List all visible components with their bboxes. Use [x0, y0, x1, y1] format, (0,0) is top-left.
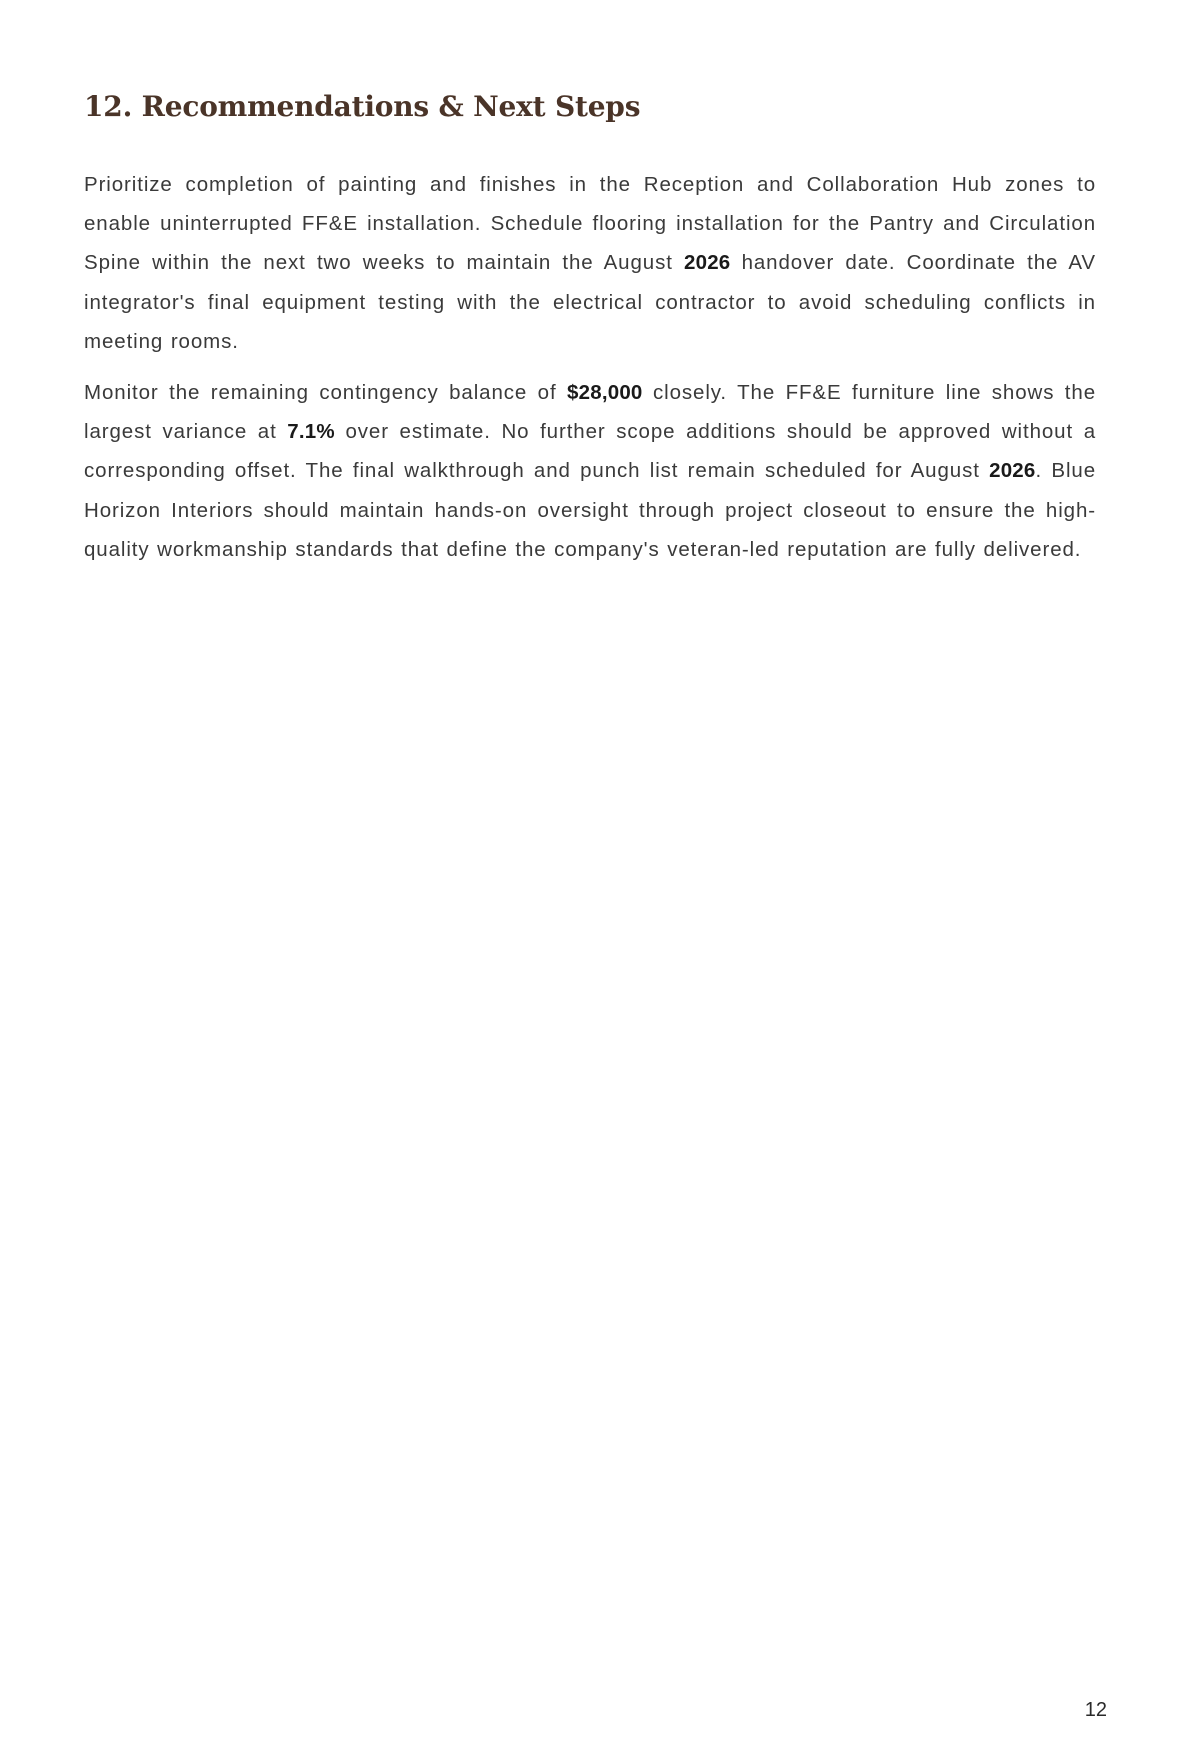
body-paragraph-1	[84, 165, 1096, 361]
body-paragraph-2	[84, 373, 1096, 569]
paragraph-text: over estimate. No further scope additions should be approved without a corresponding offset. The final walkthrough and punch list remain scheduled for August	[84, 420, 1097, 483]
page-content	[84, 82, 1096, 569]
paragraph-text: Monitor the remaining contingency balance of	[84, 381, 568, 405]
paragraph-text: . Blue Horizon Interiors should maintain hands-on oversight through project closeout to ensure the high-quality workmanship standards that define the company's veteran-led reputation are fully delivered.	[84, 459, 1096, 561]
paragraph-text: Prioritize completion of painting and finishes in the Reception and Collaboration Hub zones to enable uninterrupted FF&E installation. Schedule flooring installation for the Pantry and Circulation Spine within the next two weeks to maintain the August	[84, 173, 1096, 275]
emphasized-amount: $28,000	[567, 381, 643, 405]
emphasized-year: 2026	[684, 251, 731, 275]
page-number: 12	[1084, 1699, 1107, 1721]
emphasized-percentage: 7.1%	[287, 420, 335, 444]
emphasized-year: 2026	[989, 459, 1036, 483]
paragraph-text: handover date. Coordinate the AV integrator's final equipment testing with the electrical contractor to avoid scheduling conflicts in meeting rooms.	[84, 251, 1096, 353]
section-title: 12. Recommendations & Next Steps	[84, 90, 641, 123]
paragraph-text: closely. The FF&E furniture line shows the largest variance at	[84, 381, 1097, 444]
